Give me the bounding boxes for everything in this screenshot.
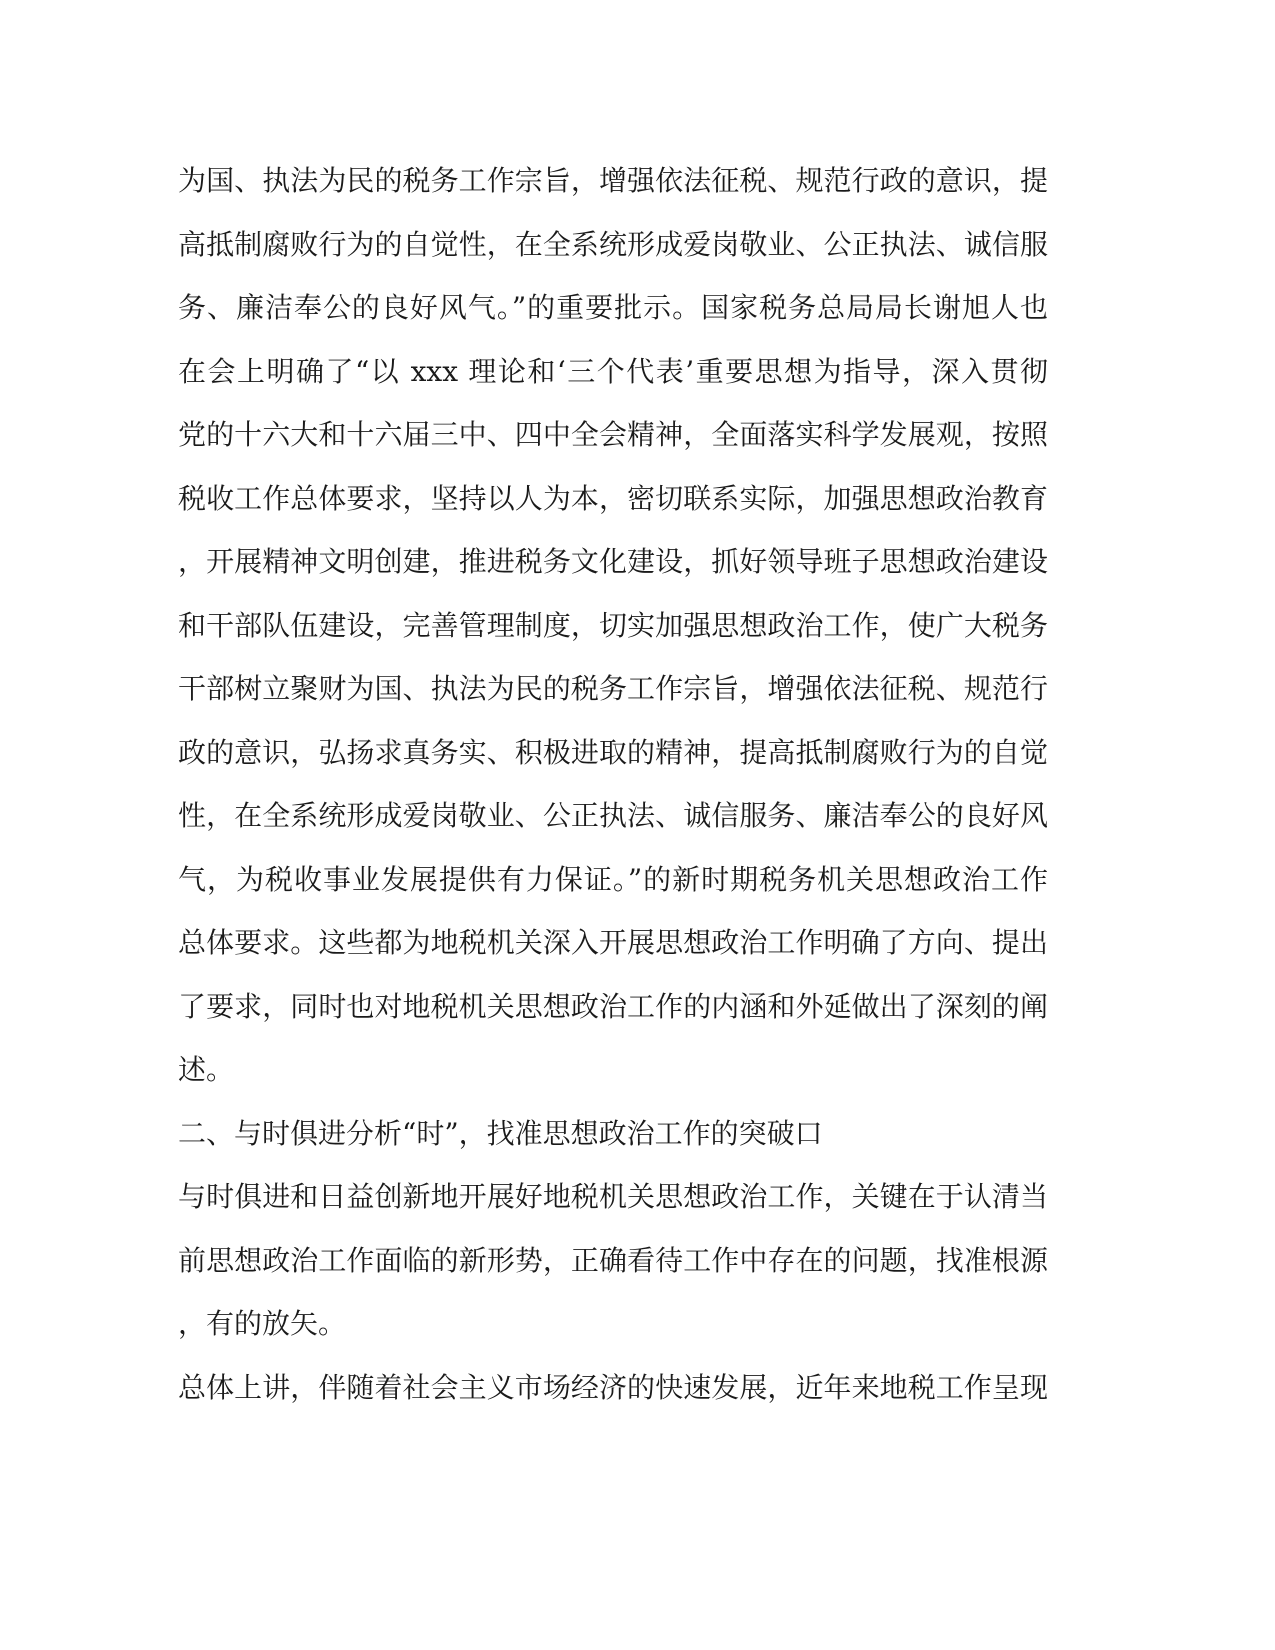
text-line: 在会上明确了“以 xxx 理论和‘三个代表’重要思想为指导，深入贯彻 (178, 354, 1048, 388)
text-line: 性，在全系统形成爱岗敬业、公正执法、诚信服务、廉洁奉公的良好风 (178, 799, 1048, 832)
text-line: 了要求，同时也对地税机关思想政治工作的内涵和外延做出了深刻的阐 (178, 989, 1048, 1023)
text-line: 述。 (178, 1053, 235, 1086)
text-line: 和干部队伍建设，完善管理制度，切实加强思想政治工作，使广大税务 (178, 608, 1048, 642)
text-line: 党的十六大和十六届三中、四中全会精神，全面落实科学发展观，按照 (178, 418, 1048, 451)
text-line: 总体上讲，伴随着社会主义市场经济的快速发展，近年来地税工作呈现 (178, 1370, 1048, 1404)
text-line: 税收工作总体要求，坚持以人为本，密切联系实际，加强思想政治教育 (178, 481, 1048, 515)
text-line: 前思想政治工作面临的新形势，正确看待工作中存在的问题，找准根源 (178, 1243, 1048, 1277)
text-line: 干部树立聚财为国、执法为民的税务工作宗旨，增强依法征税、规范行 (178, 672, 1048, 705)
section-heading: 二、与时俱进分析“时”，找准思想政治工作的突破口 (178, 1116, 823, 1150)
body-text (178, 154, 1048, 1424)
text-line: 与时俱进和日益创新地开展好地税机关思想政治工作，关键在于认清当 (178, 1180, 1048, 1213)
text-line: ，有的放矢。 (178, 1307, 347, 1340)
text-line: ，开展精神文明创建，推进税务文化建设，抓好领导班子思想政治建设 (178, 545, 1048, 578)
text-line: 总体要求。这些都为地税机关深入开展思想政治工作明确了方向、提出 (178, 926, 1048, 959)
text-line: 高抵制腐败行为的自觉性，在全系统形成爱岗敬业、公正执法、诚信服 (178, 227, 1048, 261)
text-line: 政的意识，弘扬求真务实、积极进取的精神，提高抵制腐败行为的自觉 (178, 735, 1048, 769)
text-line: 气，为税收事业发展提供有力保证。”的新时期税务机关思想政治工作 (178, 862, 1048, 896)
text-line: 务、廉洁奉公的良好风气。”的重要批示。国家税务总局局长谢旭人也 (178, 291, 1048, 324)
text-line: 为国、执法为民的税务工作宗旨，增强依法征税、规范行政的意识，提 (178, 164, 1048, 197)
